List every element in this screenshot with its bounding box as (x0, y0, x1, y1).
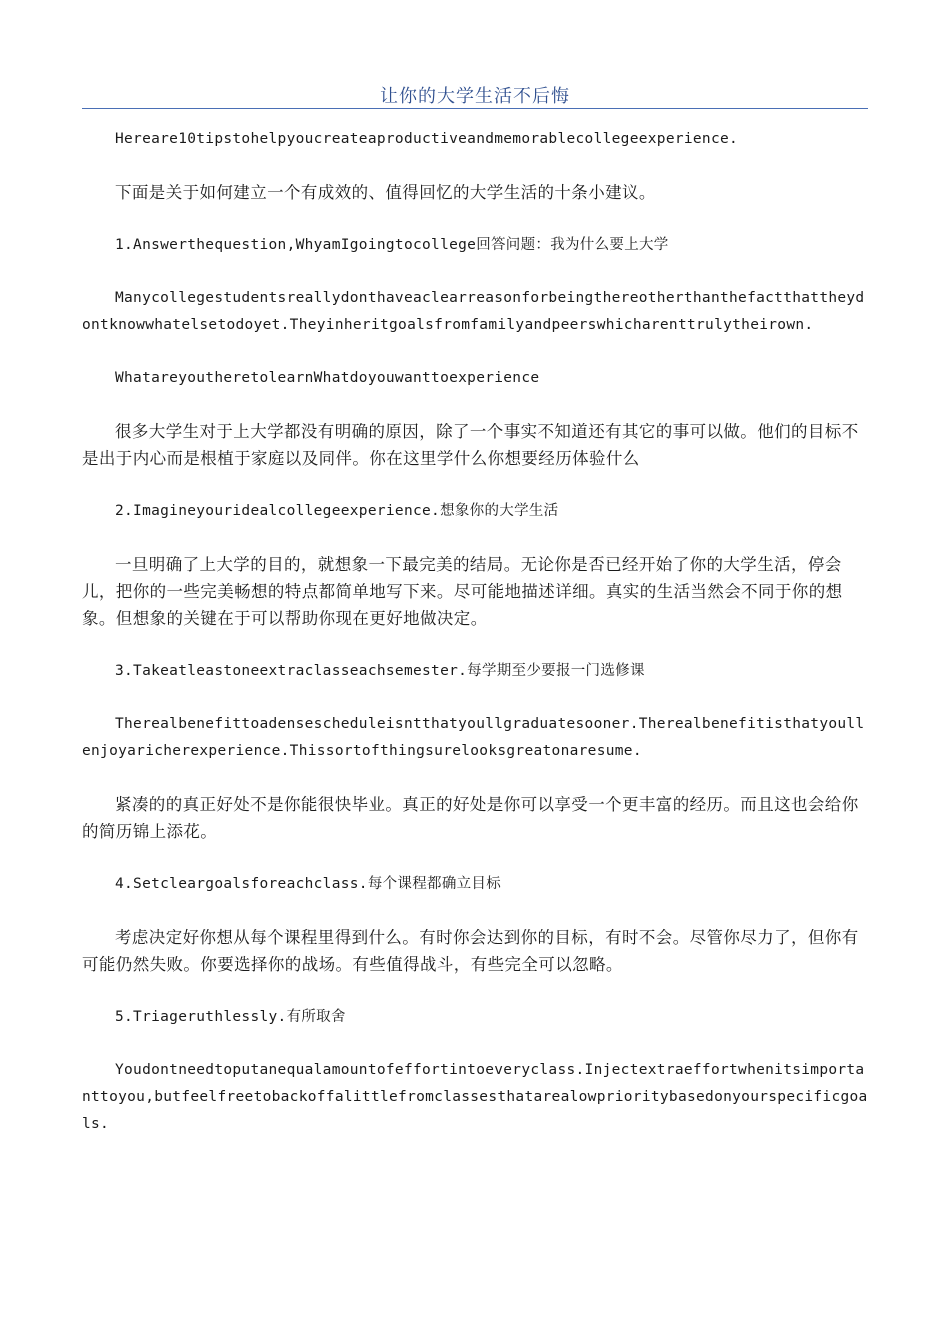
tip-3-heading: 3.Takeatleastoneextraclasseachsemester.每学期至少要报一门选修课 (115, 663, 645, 679)
tip-4-body-cn: 考虑决定好你想从每个课程里得到什么。有时你会达到你的目标，有时不会。尽管你尽力了，但你有可能仍然失败。你要选择你的战场。有些值得战斗，有些完全可以忽略。 (82, 928, 859, 974)
page-title: 让你的大学生活不后悔 (380, 86, 570, 107)
tip-1-body-cn: 很多大学生对于上大学都没有明确的原因，除了一个事实不知道还有其它的事可以做。他们的目标不是出于内心而是根植于家庭以及同伴。你在这里学什么你想要经历体验什么 (82, 422, 859, 468)
document-body (82, 126, 868, 1164)
tip-4-heading: 4.Setcleargoalsforeachclass.每个课程都确立目标 (115, 876, 502, 892)
tip-1-body-en: Manycollegestudentsreallydonthaveaclearreasonforbeingthereotherthanthefactthattheydontknowwhatelsetodoyet.Theyinheritgoalsfromfamilyandpeerswhicharenttrulytheirown. (82, 290, 865, 333)
tip-1-question-en: WhatareyoutheretolearnWhatdoyouwanttoexperience (115, 370, 540, 386)
tip-5-heading: 5.Triageruthlessly.有所取舍 (115, 1009, 346, 1025)
tip-2-heading: 2.Imagineyouridealcollegeexperience.想象你的大学生活 (115, 503, 559, 519)
tip-1-heading: 1.Answerthequestion,WhyamIgoingtocollege回答问题：我为什么要上大学 (115, 237, 669, 253)
tip-3-body-cn: 紧凑的的真正好处不是你能很快毕业。真正的好处是你可以享受一个更丰富的经历。而且这也会给你的简历锦上添花。 (82, 795, 859, 841)
header-divider (82, 108, 868, 109)
tip-3-body-en: Therealbenefittoadensescheduleisntthatyoullgraduatesooner.Therealbenefitisthatyoullenjoyaricherexperience.Thissortofthingsurelooksgreatonaresume. (82, 716, 865, 759)
paragraph-intro-cn: 下面是关于如何建立一个有成效的、值得回忆的大学生活的十条小建议。 (115, 183, 656, 202)
paragraph-intro-en: Hereare10tipstohelpyoucreateaproductiveandmemorablecollegeexperience. (115, 131, 739, 147)
tip-2-body-cn: 一旦明确了上大学的目的，就想象一下最完美的结局。无论你是否已经开始了你的大学生活，停会儿，把你的一些完美畅想的特点都简单地写下来。尽可能地描述详细。真实的生活当然会不同于你的想象。但想象的关键在于可以帮助你现在更好地做决定。 (82, 555, 843, 628)
tip-5-body-en: Youdontneedtoputanequalamountofeffortintoeveryclass.Injectextraeffortwhenitsimportanttoyou,butfeelfreetobackoffalittlefromclassesthatarealowprioritybasedonyourspecificgoals. (82, 1062, 868, 1132)
